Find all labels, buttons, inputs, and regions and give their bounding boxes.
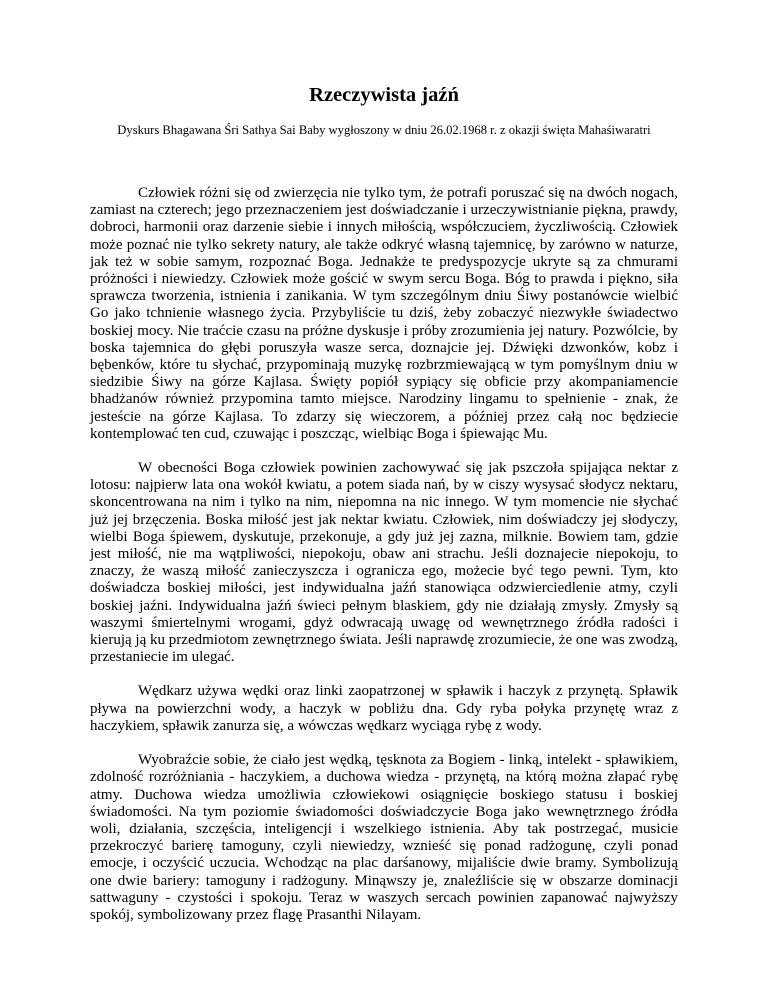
document-title: Rzeczywista jaźń — [309, 84, 459, 106]
paragraph-1: Człowiek różni się od zwierzęcia nie tylko tym, że potrafi poruszać się na dwóch nogach, zamiast na czterech; jego przeznaczeniem jest doświadczanie i urzeczywistnianie piękna, prawdy, dobroci, harmonii oraz darzenie siebie i innych miłością, współczuciem, życzliwością. Człowiek może poznać nie tylko sekrety natury, ale także odkryć własną tajemnicę, by zarówno w naturze, jak też w sobie samym, rozpoznać Boga. Jednakże te predyspozycje ukryte są za chmurami próżności i niewiedzy. Człowiek może gościć w swym sercu Boga. Bóg to prawda i piękno, siła sprawcza tworzenia, istnienia i zanikania. W tym szczególnym dniu Śiwy postanówcie wielbić Go jako tchnienie własnego życia. Przybyliście tu dziś, żeby zobaczyć niezwykłe świadectwo boskiej mocy. Nie traćcie czasu na próżne dyskusje i próby zrozumienia jej natury. Pozwólcie, by boska tajemnica do głębi poruszyła wasze serca, doznajcie jej. Dźwięki dzwonków, kobz i bębenków, które tu słychać, przypominają muzykę rozbrzmiewającą w tym pomyślnym dniu w siedzibie Śiwy na górze Kajlasa. Święty popiół sypiący się obficie przy akompaniamencie bhadżanów również przypomina tamto miejsce. Narodziny lingamu to spełnienie - znak, że jesteście na górze Kajlasa. To zdarzy się wieczorem, a później przez całą noc będziecie kontemplować ten cud, czuwając i poszcząc, wielbiąc Boga i śpiewając Mu. — [90, 185, 678, 442]
paragraph-2: W obecności Boga człowiek powinien zachowywać się jak pszczoła spijająca nektar z lotosu: najpierw lata ona wokół kwiatu, a potem siada nań, by w ciszy wysysać słodycz nektaru, skoncentrowana na nim i tylko na nim, niepomna na nic innego. W tym momencie nie słychać już jej brzęczenia. Boska miłość jest jak nektar kwiatu. Człowiek, nim doświadczy jej słodyczy, wielbi Boga śpiewem, dyskutuje, przekonuje, a gdy już jej zazna, milknie. Bowiem tam, gdzie jest miłość, nie ma wątpliwości, niepokoju, obaw ani strachu. Jeśli doznajecie niepokoju, to znaczy, że waszą miłość zanieczyszcza i ogranicza ego, możecie być tego pewni. Tym, kto doświadcza boskiej miłości, jest indywidualna jaźń stanowiąca odzwierciedlenie atmy, czyli boskiej jaźni. Indywidualna jaźń świeci pełnym blaskiem, gdy nie działają zmysły. Zmysły są waszymi śmiertelnymi wrogami, gdyż odwracają uwagę od wewnętrznego źródła radości i kierują ją ku przedmiotom zewnętrznego świata. Jeśli naprawdę zrozumiecie, że one was zwodzą, przestaniecie im ulegać. — [90, 460, 678, 666]
document-subtitle: Dyskurs Bhagawana Śri Sathya Sai Baby wygłoszony w dniu 26.02.1968 r. z okazji święta Mahaśiwaratri — [117, 123, 651, 137]
paragraph-3: Wędkarz używa wędki oraz linki zaopatrzonej w spławik i haczyk z przynętą. Spławik pływa na powierzchni wody, a haczyk w pobliżu dna. Gdy ryba połyka przynętę wraz z haczykiem, spławik zanurza się, a wówczas wędkarz wyciąga rybę z wody. — [90, 683, 678, 734]
paragraph-4: Wyobraźcie sobie, że ciało jest wędką, tęsknota za Bogiem - linką, intelekt - spławikiem, zdolność rozróżniania - haczykiem, a duchowa wiedza - przynętą, na którą można złapać rybę atmy. Duchowa wiedza umożliwia człowiekowi osiągnięcie boskiego statusu i boskiej świadomości. Na tym poziomie świadomości doświadczycie Boga jako wewnętrznego źródła woli, działania, szczęścia, inteligencji i wszelkiego istnienia. Aby tak postrzegać, musicie przekroczyć barierę tamoguny, czyli niewiedzy, wznieść się ponad radżogunę, czyli ponad emocje, i oczyścić uczucia. Wchodząc na plac darśanowy, mijaliście dwie bramy. Symbolizują one dwie bariery: tamoguny i radżoguny. Minąwszy je, znaleźliście się w obszarze dominacji sattwaguny - czystości i spokoju. Teraz w waszych sercach powinien zapanować najwyższy spokój, symbolizowany przez flagę Prasanthi Nilayam. — [90, 752, 678, 923]
document-body — [90, 185, 678, 941]
